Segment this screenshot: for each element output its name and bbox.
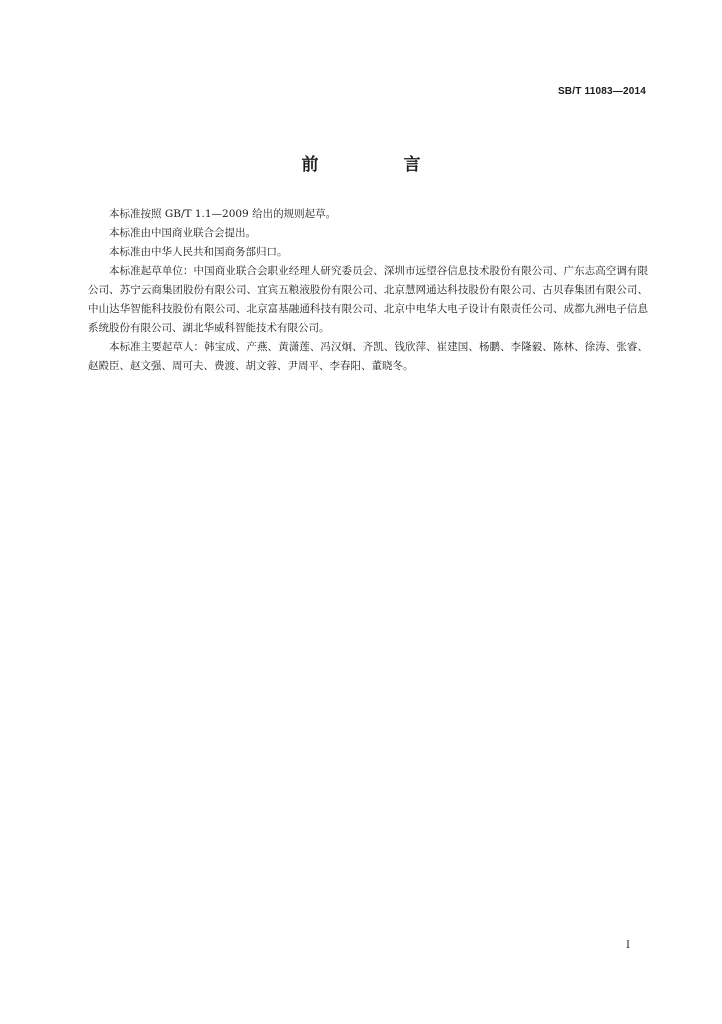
page-title: 前 言 (301, 155, 455, 175)
page-number: I (626, 940, 630, 951)
paragraph-administrator: 本标准由中华人民共和国商务部归口。 (109, 246, 288, 258)
paragraph-drafting-units: 本标准起草单位：中国商业联合会职业经理人研究委员会、深圳市远望谷信息技术股份有限公司、广东志高空调有限公司、苏宁云商集团股份有限公司、宜宾五粮液股份有限公司、北京慧网通达科技股份有限公司、古贝春集团有限公司、中山达华智能科技股份有限公司、北京富基融通科技有限公司、北京中电华大电子设计有限责任公司、成都九洲电子信息系统股份有限公司、湖北华威科智能技术有限公司。 (88, 265, 648, 334)
paragraph-drafting-rules: 本标准按照 GB/T 1.1—2009 给出的规则起草。 (109, 208, 337, 220)
paragraph-drafters: 本标准主要起草人：韩宝成、产燕、黄潇莲、冯汉炯、齐凯、钱欣萍、崔建国、杨鹏、李隆毅、陈林、徐涛、张睿、赵殿臣、赵文强、周可夫、费渡、胡文蓉、尹周平、李春阳、董晓冬。 (88, 341, 648, 372)
standard-number: SB/T 11083—2014 (557, 86, 646, 97)
document-body (88, 205, 648, 376)
paragraph-proposer: 本标准由中国商业联合会提出。 (109, 227, 256, 239)
